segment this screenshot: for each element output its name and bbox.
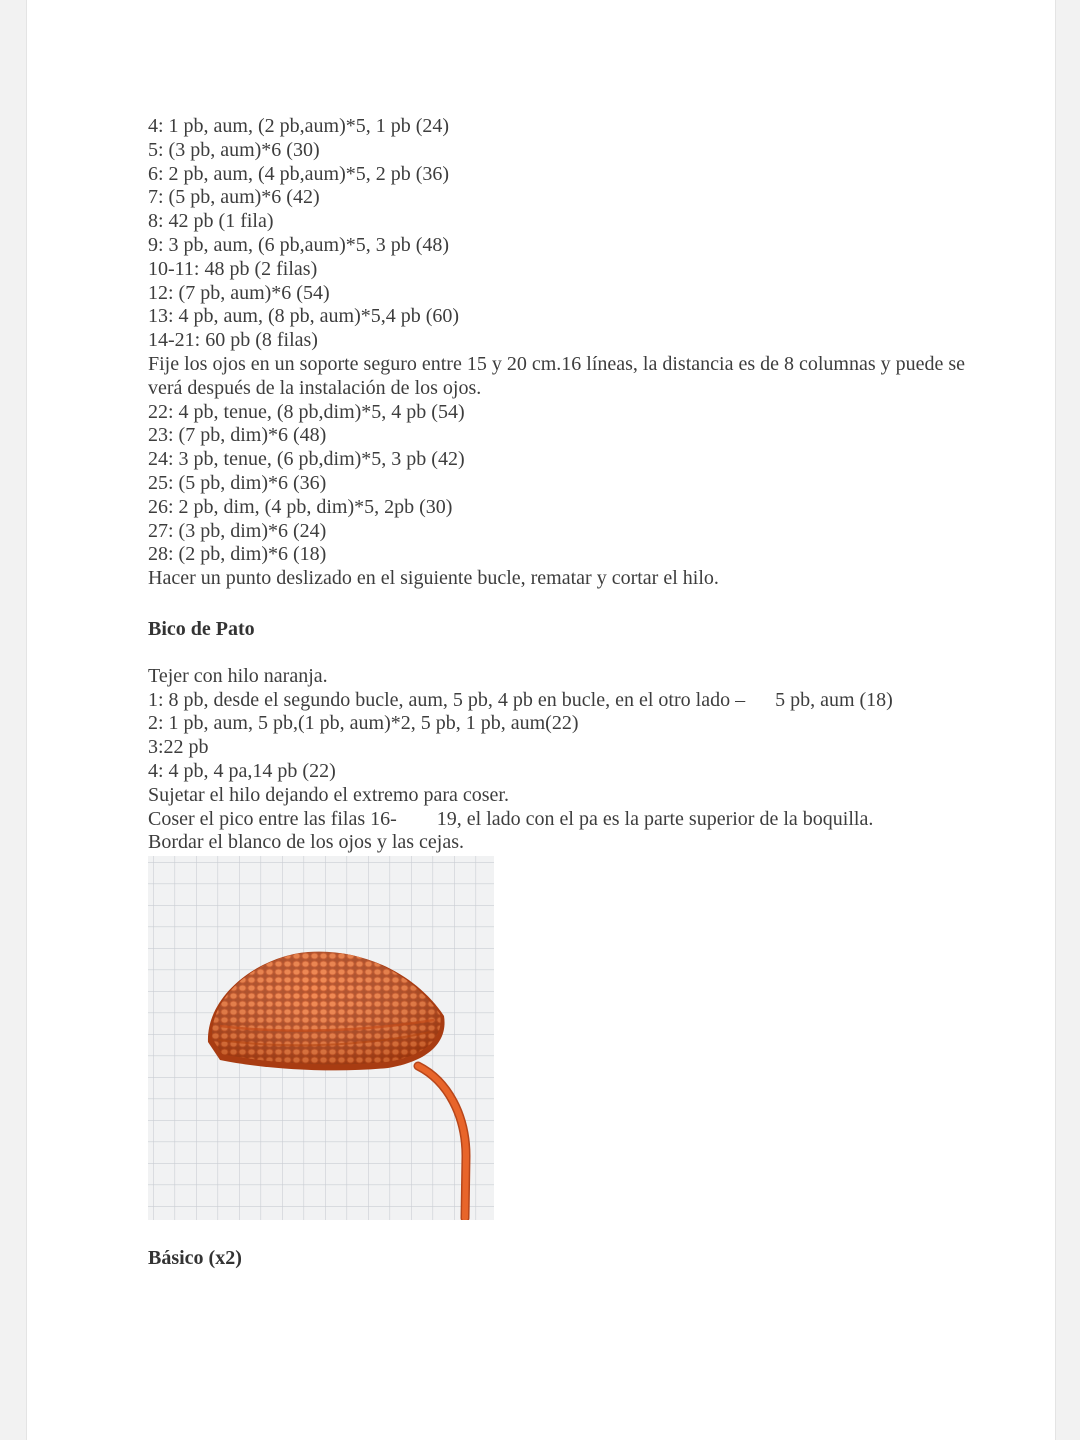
pattern-row: 27: (3 pb, dim)*6 (24)	[148, 519, 327, 542]
pattern-row: 4: 4 pb, 4 pa,14 pb (22)	[148, 759, 336, 782]
document-content	[148, 115, 1028, 1271]
closing-instruction: Hacer un punto deslizado en el siguiente bucle, rematar y cortar el hilo.	[148, 567, 719, 590]
pattern-row: 12: (7 pb, aum)*6 (54)	[148, 281, 330, 304]
instruction-line: Sujetar el hilo dejando el extremo para coser.	[148, 783, 509, 806]
pattern-row: 10-11: 48 pb (2 filas)	[148, 257, 318, 280]
pattern-row: 28: (2 pb, dim)*6 (18)	[148, 543, 327, 566]
instruction-line: Coser el pico entre las filas 16- 19, el lado con el pa es la parte superior de la boquilla.	[148, 807, 874, 830]
pattern-row: 25: (5 pb, dim)*6 (36)	[148, 471, 327, 494]
instruction-line: Bordar el blanco de los ojos y las cejas.	[148, 831, 465, 854]
pattern-row: 26: 2 pb, dim, (4 pb, dim)*5, 2pb (30)	[148, 495, 453, 518]
pattern-row: 13: 4 pb, aum, (8 pb, aum)*5,4 pb (60)	[148, 305, 460, 328]
eyes-instruction: Fije los ojos en un soporte seguro entre 15 y 20 cm.16 líneas, la distancia es de 8 columnas y puede se verá después de la instalación de los ojos.	[148, 352, 966, 399]
section-heading-bico-de-pato: Bico de Pato	[148, 617, 255, 640]
pattern-row: 2: 1 pb, aum, 5 pb,(1 pb, aum)*2, 5 pb, 1 pb, aum(22)	[148, 712, 579, 735]
pattern-row: 14-21: 60 pb (8 filas)	[148, 329, 318, 352]
pattern-row: 1: 8 pb, desde el segundo bucle, aum, 5 pb, 4 pb en bucle, en el otro lado – 5 pb, aum (18)	[148, 688, 893, 711]
pattern-row: 3:22 pb	[148, 736, 209, 759]
crochet-beak-photo	[148, 856, 494, 1220]
pattern-row: 8: 42 pb (1 fila)	[148, 210, 274, 233]
instruction-line: Tejer con hilo naranja.	[148, 664, 328, 687]
section-heading-basico: Básico (x2)	[148, 1247, 242, 1270]
pattern-row: 22: 4 pb, tenue, (8 pb,dim)*5, 4 pb (54)	[148, 400, 465, 423]
pattern-row: 24: 3 pb, tenue, (6 pb,dim)*5, 3 pb (42)	[148, 448, 465, 471]
pattern-row: 23: (7 pb, dim)*6 (48)	[148, 424, 327, 447]
pattern-row: 9: 3 pb, aum, (6 pb,aum)*5, 3 pb (48)	[148, 233, 450, 256]
pattern-row: 6: 2 pb, aum, (4 pb,aum)*5, 2 pb (36)	[148, 162, 450, 185]
pattern-row: 5: (3 pb, aum)*6 (30)	[148, 138, 320, 161]
pattern-row: 4: 1 pb, aum, (2 pb,aum)*5, 1 pb (24)	[148, 115, 450, 137]
pattern-row: 7: (5 pb, aum)*6 (42)	[148, 186, 320, 209]
